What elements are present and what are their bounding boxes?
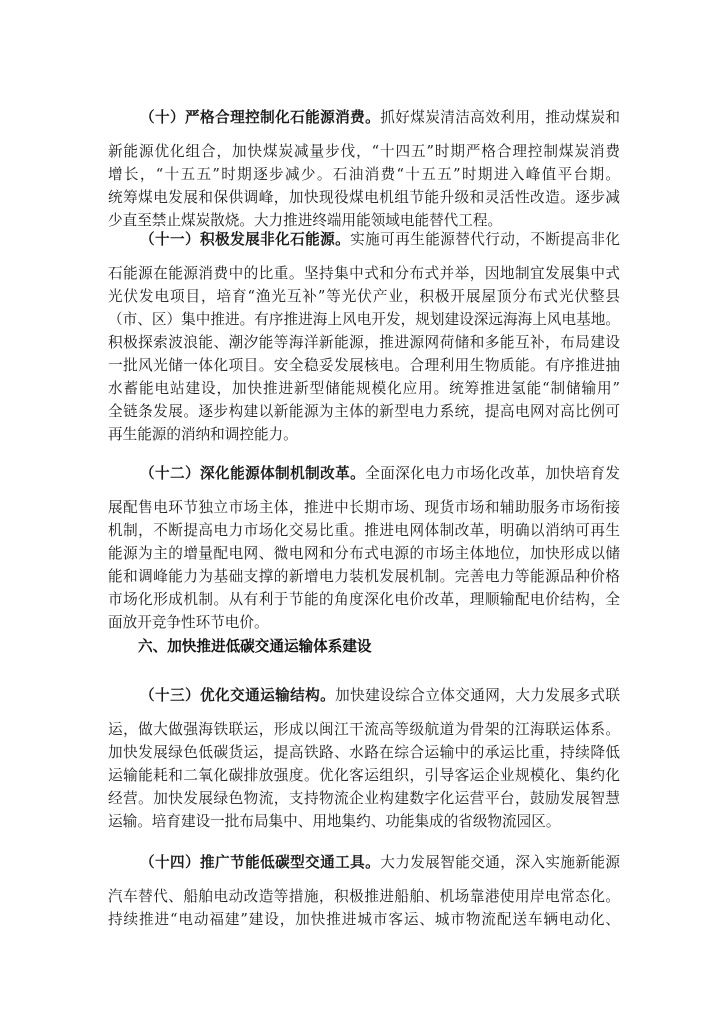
paragraph-line: 能和调峰能力为基础支撑的新增电力装机发展机制。完善电力等能源品种价格 [108, 568, 620, 585]
paragraph-line: 汽车替代、船舶电动改造等措施，积极推进船舶、机场靠港使用岸电常态化。 [108, 888, 620, 905]
paragraph-first-line: （十四）推广节能低碳型交通工具。大力发展智能交通，深入实施新能源 [140, 854, 620, 871]
paragraph-line: 光伏发电项目，培育“渔光互补”等光伏产业，积极开展屋顶分布式光伏整县 [108, 288, 620, 305]
paragraph-line: 加快发展绿色低碳货运，提高铁路、水路在综合运输中的承运比重，持续降低 [108, 744, 620, 761]
paragraph-line: 运，做大做强海铁联运，形成以闽江干流高等级航道为骨架的江海联运体系。 [108, 721, 620, 738]
paragraph-first-line: （十）严格合理控制化石能源消费。抓好煤炭清洁高效利用，推动煤炭和 [140, 109, 620, 126]
paragraph-line: 积极探索波浪能、潮汐能等海洋新能源，推进源网荷储和多能互补，布局建设 [108, 334, 620, 351]
paragraph-line: 全链条发展。逐步构建以新能源为主体的新型电力系统，提高电网对高比例可 [108, 403, 620, 420]
paragraph-line: 市场化形成机制。从有利于节能的角度深化电价改革，理顺输配电价结构，全 [108, 591, 620, 608]
paragraph-line: 展配售电环节独立市场主体，推进中长期市场、现货市场和辅助服务市场衔接 [108, 499, 620, 516]
paragraph-line: （市、区）集中推进。有序推进海上风电开发，规划建设深远海海上风电基地。 [108, 311, 620, 328]
paragraph-line: 统筹煤电发展和保供调峰，加快现役煤电机组节能升级和灵活性改造。逐步减 [108, 189, 620, 206]
paragraph-line: 持续推进“电动福建”建设，加快推进城市客运、城市物流配送车辆电动化、 [108, 911, 620, 928]
paragraph-heading: （十）严格合理控制化石能源消费。 [140, 109, 381, 126]
paragraph-10 [108, 106, 620, 232]
paragraph-line: 少直至禁止煤炭散烧。大力推进终端用能领域电能替代工程。 [108, 212, 503, 229]
paragraph-14 [108, 851, 620, 931]
paragraph-12 [108, 462, 620, 634]
paragraph-line: 运输能耗和二氧化碳排放强度。优化客运组织，引导客运企业规模化、集约化 [108, 767, 620, 784]
paragraph-line: 机制，不断提高电力市场化交易比重。推进电网体制改革，明确以消纳可再生 [108, 522, 620, 539]
paragraph-line: 经营。加快发展绿色物流，支持物流企业构建数字化运营平台，鼓励发展智慧 [108, 790, 620, 807]
paragraph-line: 增长，“十五五”时期逐步减少。石油消费“十五五”时期进入峰值平台期。 [108, 166, 620, 183]
paragraph-heading: （十一）积极发展非化石能源。 [140, 231, 351, 248]
paragraph-line: 运输。培育建设一批布局集中、用地集约、功能集成的省级物流园区。 [108, 813, 561, 830]
paragraph-line: 新能源优化组合，加快煤炭减量步伐，“十四五”时期严格合理控制煤炭消费 [108, 143, 620, 160]
paragraph-line: 面放开竞争性环节电价。 [108, 614, 269, 631]
paragraph-line: 石能源在能源消费中的比重。坚持集中式和分布式并举，因地制宜发展集中式 [108, 265, 620, 282]
paragraph-line: 一批风光储一体化项目。安全稳妥发展核电。合理利用生物质能。有序推进抽 [108, 357, 620, 374]
paragraph-line: 水蓄能电站建设，加快推进新型储能规模化应用。统筹推进氢能“制储输用” [108, 380, 620, 397]
paragraph-first-line: （十二）深化能源体制机制改革。全面深化电力市场化改革，加快培育发 [140, 465, 620, 482]
paragraph-heading: （十四）推广节能低碳型交通工具。 [140, 854, 381, 871]
paragraph-first-line: （十一）积极发展非化石能源。实施可再生能源替代行动，不断提高非化 [140, 231, 620, 248]
paragraph-heading: （十三）优化交通运输结构。 [140, 687, 336, 704]
paragraph-first-line: （十三）优化交通运输结构。加快建设综合立体交通网，大力发展多式联 [140, 687, 620, 704]
paragraph-line: 能源为主的增量配电网、微电网和分布式电源的市场主体地位，加快形成以储 [108, 545, 620, 562]
paragraph-heading: （十二）深化能源体制机制改革。 [140, 465, 366, 482]
paragraph-line: 再生能源的消纳和调控能力。 [108, 426, 298, 443]
paragraph-11 [108, 228, 620, 446]
paragraph-13 [108, 684, 620, 833]
section-title: 六、加快推进低碳交通运输体系建设 [138, 638, 372, 655]
